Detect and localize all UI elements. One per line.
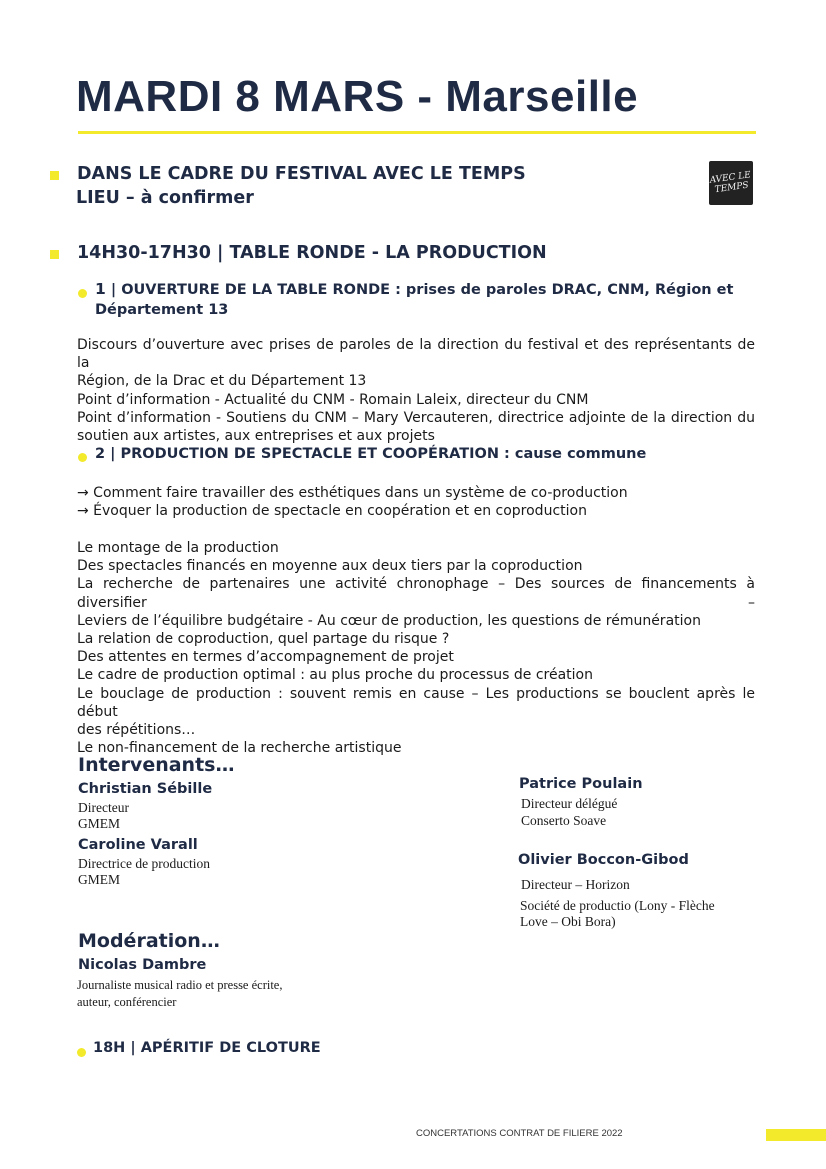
session-heading: 14H30-17H30 | TABLE RONDE - LA PRODUCTION — [77, 243, 547, 263]
para-line: soutien aux artistes, aux entreprises et aux projets — [77, 428, 435, 445]
speaker-role: Directrice de production — [78, 856, 210, 871]
para-line: Discours d’ouverture avec prises de paroles de la direction du festival et des représentants de la — [77, 337, 755, 372]
part1-title-line1: | OUVERTURE DE LA TABLE RONDE : prises de paroles DRAC, CNM, Région et — [110, 282, 734, 298]
bullet-dot-icon — [78, 453, 87, 462]
topic-line: des répétitions… — [77, 722, 196, 739]
topic-line: Des spectacles financés en moyenne aux deux tiers par la coproduction — [77, 558, 583, 575]
speaker-role: Directeur – Horizon — [521, 877, 630, 892]
speaker-name: Olivier Boccon-Gibod — [518, 852, 689, 868]
venue-line: LIEU – à confirmer — [76, 188, 254, 208]
moderation-heading: Modération… — [78, 930, 220, 952]
speaker-org: GMEM — [78, 872, 121, 887]
title-underline — [78, 131, 756, 134]
bullet-square-icon — [50, 171, 59, 180]
part2-topics — [77, 539, 755, 757]
arrow-item: → Comment faire travailler des esthétiques dans un système de co-production — [77, 485, 628, 501]
topic-line: Le montage de la production — [77, 540, 279, 556]
speaker-org: Conserto Soave — [521, 813, 607, 828]
speaker-name: Patrice Poulain — [519, 776, 643, 792]
festival-heading: DANS LE CADRE DU FESTIVAL AVEC LE TEMPS — [77, 164, 526, 184]
footer-accent-bar — [766, 1129, 826, 1141]
topic-line: Des attentes en termes d’accompagnement de projet — [77, 649, 454, 666]
para-line: Point d’information - Actualité du CNM - Romain Laleix, directeur du CNM — [77, 391, 589, 408]
page-title: MARDI 8 MARS - Marseille — [76, 72, 639, 121]
topic-line: Le bouclage de production : souvent remis en cause – Les productions se bouclent après le début — [77, 685, 755, 720]
arrow-item: → Évoquer la production de spectacle en coopération et en coproduction — [77, 503, 587, 520]
speakers-heading: Intervenants… — [78, 754, 235, 776]
speaker-name: Caroline Varall — [78, 837, 198, 853]
topic-line: Leviers de l’équilibre budgétaire - Au cœur de production, les questions de rémunération — [77, 612, 701, 629]
moderator-desc: auteur, conférencier — [77, 995, 177, 1009]
bullet-square-icon — [50, 250, 59, 259]
speaker-org: Société de productio (Lony - Flèche — [520, 898, 715, 913]
topic-line: Le cadre de production optimal : au plus proche du processus de création — [77, 667, 593, 684]
speaker-name: Christian Sébille — [78, 781, 213, 797]
part2-heading: 2 | PRODUCTION DE SPECTACLE ET COOPÉRATION : cause commune — [95, 446, 647, 462]
topic-line: Le non-financement de la recherche artistique — [77, 740, 402, 757]
speaker-org: GMEM — [78, 816, 121, 831]
topic-line: La recherche de partenaires une activité chronophage – Des sources de financements à diversifier – — [77, 576, 755, 611]
part1-number: 1 — [95, 280, 106, 298]
topic-line: La relation de coproduction, quel partage du risque ? — [77, 631, 450, 648]
para-line: Point d’information - Soutiens du CNM – Mary Vercauteren, directrice adjointe de la direction du — [77, 409, 755, 426]
moderator-desc: Journaliste musical radio et presse écrite, — [77, 978, 283, 992]
part1-heading — [95, 279, 735, 320]
bullet-dot-icon — [77, 1048, 86, 1057]
logo-text: AVEC LE TEMPS — [709, 170, 752, 196]
para-line: Région, de la Drac et du Département 13 — [77, 373, 367, 390]
part1-description — [77, 336, 755, 445]
avec-le-temps-logo — [709, 161, 753, 205]
part2-arrows — [77, 484, 755, 520]
bullet-dot-icon — [78, 289, 87, 298]
moderator-name: Nicolas Dambre — [78, 957, 207, 973]
speaker-org: Love – Obi Bora) — [520, 914, 616, 929]
speaker-role: Directeur délégué — [521, 796, 618, 811]
footer-text: CONCERTATIONS CONTRAT DE FILIERE 2022 — [416, 1128, 623, 1139]
speaker-role: Directeur — [78, 800, 129, 815]
closing-heading: 18H | APÉRITIF DE CLOTURE — [93, 1040, 321, 1056]
part1-title-line2: Département 13 — [95, 302, 229, 318]
